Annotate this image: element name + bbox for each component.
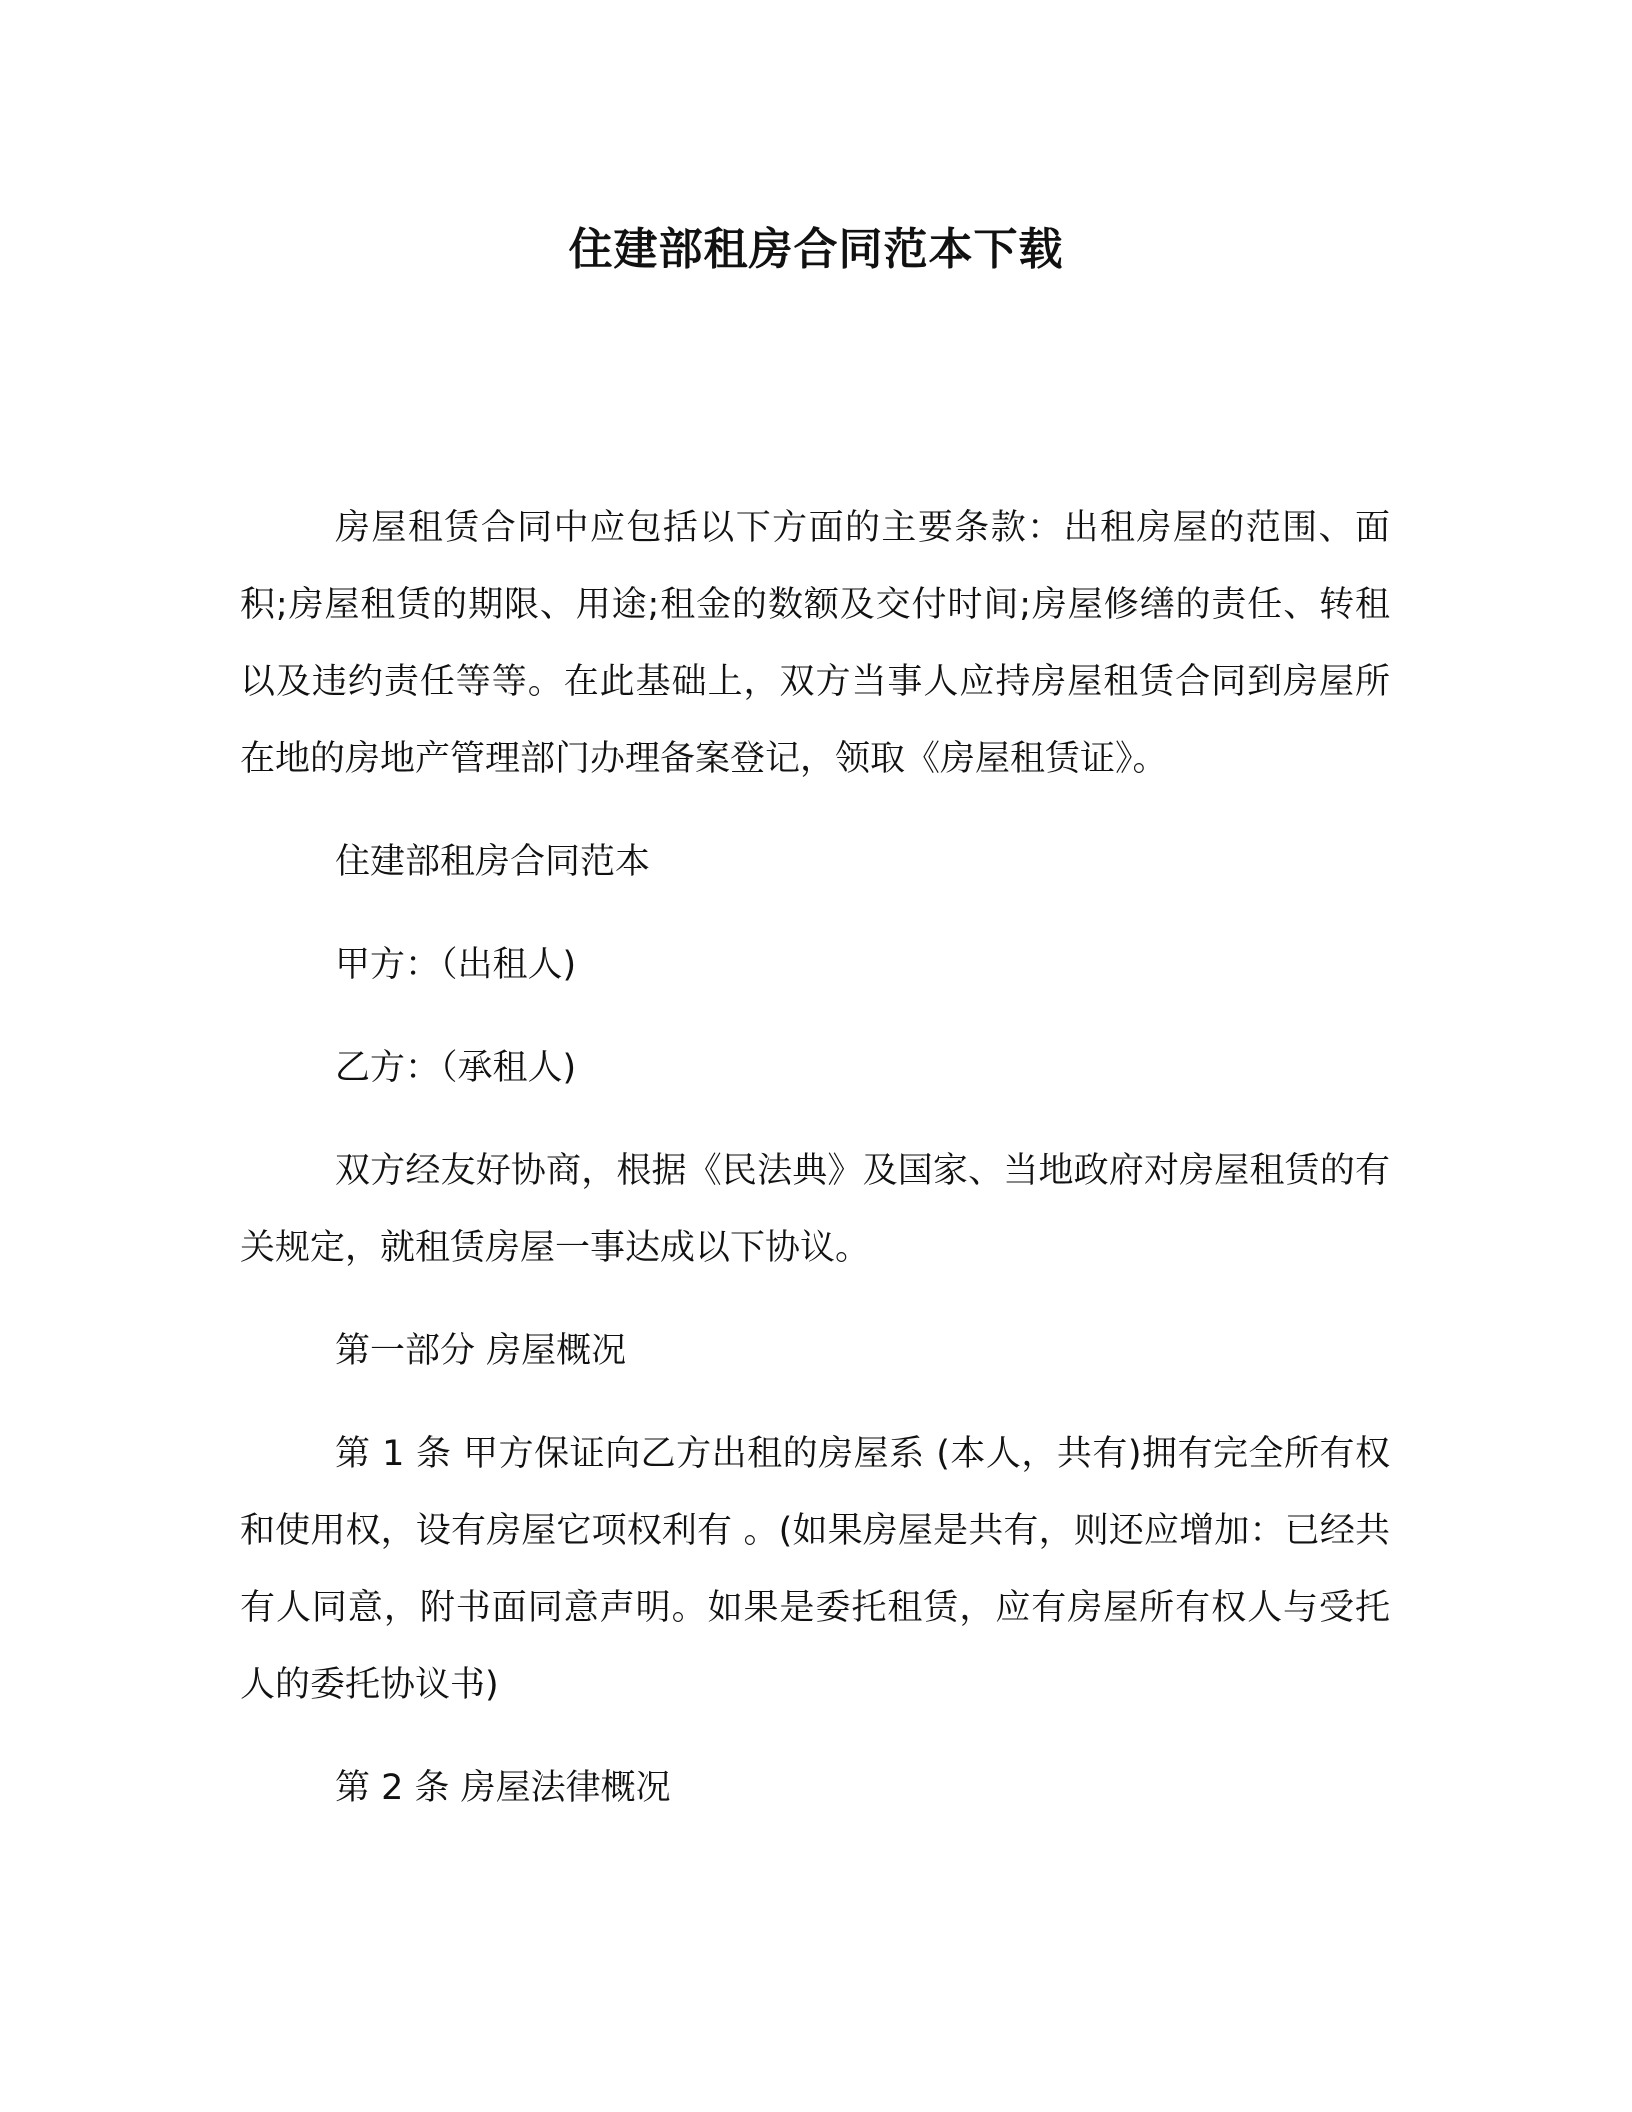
agreement-preamble: 双方经友好协商，根据《民法典》及国家、当地政府对房屋租赁的有关规定，就租赁房屋一事达成以下协议。	[240, 1151, 1390, 1268]
document-body	[240, 490, 1390, 1853]
party-b-line: 乙方：（承租人)	[335, 1048, 577, 1088]
article-1: 第 1 条 甲方保证向乙方出租的房屋系 (本人，共有)拥有完全所有权和使用权，设有房屋它项权利有 。(如果房屋是共有，则还应增加：已经共有人同意，附书面同意声明。如果是委托租赁，应有房屋所有权人与受托人的委托协议书)	[240, 1434, 1390, 1705]
contract-heading: 住建部租房合同范本	[335, 842, 651, 882]
part-one-heading: 第一部分 房屋概况	[335, 1331, 627, 1371]
party-a-line: 甲方：（出租人)	[335, 945, 577, 985]
intro-paragraph: 房屋租赁合同中应包括以下方面的主要条款：出租房屋的范围、面积;房屋租赁的期限、用途;租金的数额及交付时间;房屋修缮的责任、转租以及违约责任等等。在此基础上，双方当事人应持房屋租赁合同到房屋所在地的房地产管理部门办理备案登记，领取《房屋租赁证》。	[240, 508, 1390, 779]
document-title: 住建部租房合同范本下载	[568, 224, 1064, 275]
article-2: 第 2 条 房屋法律概况	[335, 1768, 671, 1808]
